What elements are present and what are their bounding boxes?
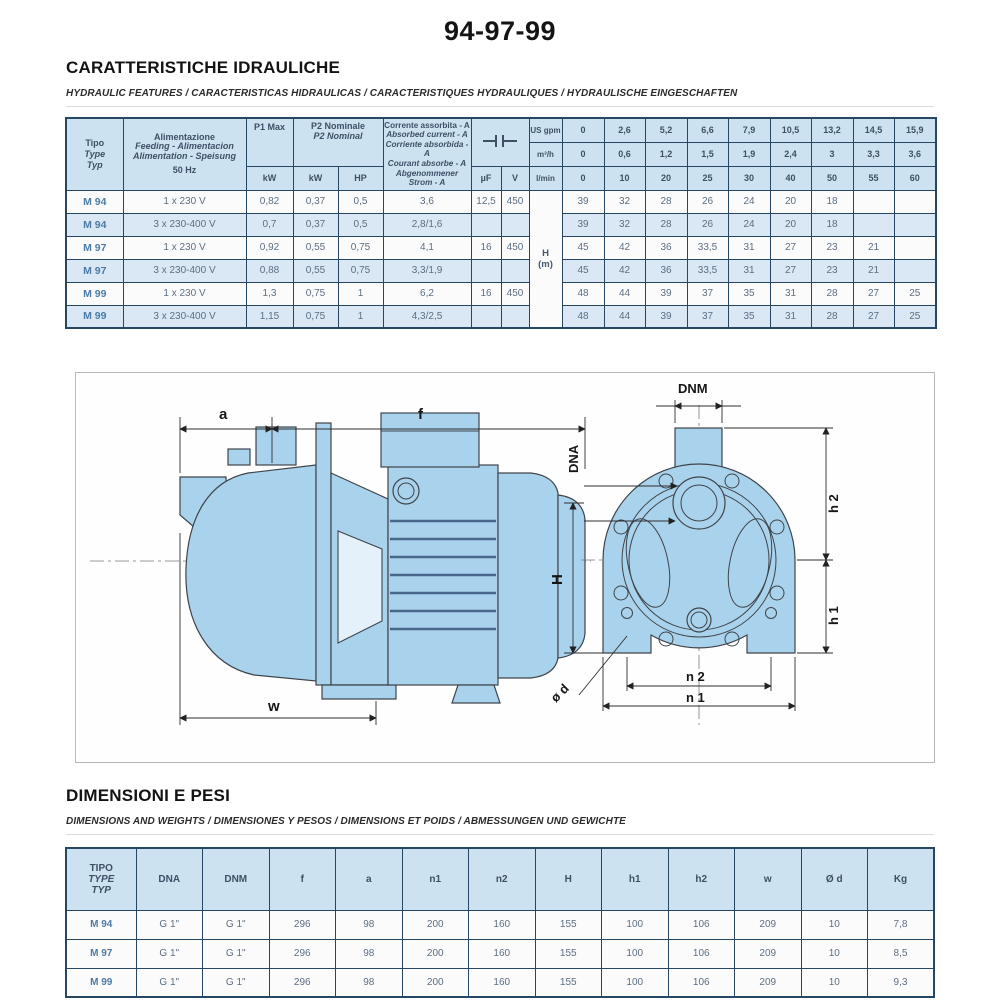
flow-m3h-cell: 2,4 [770,142,811,166]
head-cell: 33,5 [687,259,728,282]
head-label-line: (m) [538,258,553,270]
flow-m3h-cell: 3,3 [853,142,894,166]
header-col: Ø d [801,848,868,910]
head-cell: 21 [853,236,894,259]
flow-gpm-cell: 0 [562,118,604,142]
header-line: TYP [91,884,111,896]
head-cell [853,213,894,236]
flow-lmin-cell: 30 [728,166,770,190]
pump-drawing-svg [76,373,934,762]
supply-cell: 1 x 230 V [123,282,246,305]
type-cell: M 97 [66,259,123,282]
flow-unit-gpm: US gpm [529,118,562,142]
head-cell: 28 [645,190,687,213]
head-cell: 42 [604,259,645,282]
header-line: Feeding - Alimentacion [135,141,234,152]
flow-m3h-cell: 1,5 [687,142,728,166]
uf-cell: 12,5 [471,190,501,213]
head-cell: 44 [604,305,645,328]
pump-front-view [548,381,841,725]
dim-cell: 155 [535,939,602,968]
type-cell: M 99 [66,305,123,328]
header-col: n2 [469,848,536,910]
type-cell: M 97 [66,939,136,968]
flow-m3h-cell: 3,6 [894,142,936,166]
head-cell: 24 [728,213,770,236]
header-line: Corrente assorbita - A [384,120,470,130]
p2kw-cell: 0,37 [293,190,338,213]
hydraulics-subheading: HYDRAULIC FEATURES / CARACTERISTICAS HIDRAULICAS / CARACTERISTIQUES HYDRAULIQUES / HYDRAULISCHE EINGESCHAFTEN [66,88,934,107]
head-cell: 20 [770,190,811,213]
header-line: P2 Nominale [310,121,366,131]
supply-cell: 1 x 230 V [123,236,246,259]
v-cell [501,305,529,328]
header-p2 [293,118,383,166]
p2hp-cell: 1 [338,282,383,305]
head-cell: 25 [894,282,936,305]
flow-gpm-cell: 6,6 [687,118,728,142]
dim-label-od: ø d [547,680,572,706]
header-p2hp-unit: HP [338,166,383,190]
head-cell: 37 [687,282,728,305]
head-cell: 35 [728,305,770,328]
dim-cell: G 1" [203,910,270,939]
v-cell [501,259,529,282]
head-cell: 35 [728,282,770,305]
p2kw-cell: 0,75 [293,282,338,305]
head-cell: 27 [853,282,894,305]
type-cell: M 99 [66,282,123,305]
hydraulics-table [65,117,937,329]
header-line: P2 Nominal [313,130,363,141]
dim-cell: 155 [535,968,602,997]
dim-label-dnm: DNM [678,381,708,396]
table-row [66,236,936,259]
head-cell: 39 [645,282,687,305]
header-v-unit: V [501,166,529,190]
dim-cell: G 1" [203,968,270,997]
dimensions-heading: DIMENSIONI E PESI [66,786,230,805]
header-col: f [269,848,336,910]
type-cell: M 94 [66,213,123,236]
type-cell: M 99 [66,968,136,997]
p2hp-cell: 0,75 [338,259,383,282]
flow-gpm-cell: 13,2 [811,118,853,142]
dim-cell: 106 [668,968,735,997]
supply-cell: 3 x 230-400 V [123,213,246,236]
head-cell: 27 [770,259,811,282]
table-row [66,968,934,997]
header-line: Abgenommener Strom - A [395,168,459,188]
current-cell: 2,8/1,6 [383,213,471,236]
flow-lmin-cell: 55 [853,166,894,190]
current-cell: 3,6 [383,190,471,213]
head-cell: 31 [770,305,811,328]
p1-cell: 0,92 [246,236,293,259]
flow-unit-m3h: m³/h [529,142,562,166]
dim-cell: 100 [602,910,669,939]
flow-lmin-cell: 25 [687,166,728,190]
dim-cell: 98 [336,939,403,968]
header-line: TIPO [89,862,113,874]
p1-cell: 0,82 [246,190,293,213]
dim-cell: 160 [469,968,536,997]
supply-cell: 1 x 230 V [123,190,246,213]
current-cell: 3,3/1,9 [383,259,471,282]
header-col: Kg [868,848,935,910]
header-col: h1 [602,848,669,910]
dim-cell: 10 [801,910,868,939]
flow-m3h-cell: 1,9 [728,142,770,166]
header-col: H [535,848,602,910]
dim-label-h2: h 2 [826,494,841,513]
dim-cell: 100 [602,939,669,968]
v-cell: 450 [501,236,529,259]
header-line: Tipo [85,137,105,148]
head-cell: 31 [728,259,770,282]
flow-gpm-cell: 5,2 [645,118,687,142]
flow-gpm-cell: 14,5 [853,118,894,142]
current-cell: 4,1 [383,236,471,259]
header-col: DNM [203,848,270,910]
head-cell: 37 [687,305,728,328]
header-line: Courant absorbe - A [387,159,467,169]
p1-cell: 0,88 [246,259,293,282]
uf-cell: 16 [471,282,501,305]
dim-cell: 209 [735,910,802,939]
dim-cell: 209 [735,939,802,968]
current-cell: 6,2 [383,282,471,305]
v-cell: 450 [501,282,529,305]
header-tipo [66,848,136,910]
dim-cell: 100 [602,968,669,997]
dim-cell: 98 [336,968,403,997]
head-cell: 44 [604,282,645,305]
head-cell: 23 [811,259,853,282]
head-cell: 33,5 [687,236,728,259]
dim-cell: 8,5 [868,939,935,968]
table-row [66,259,936,282]
p2hp-cell: 0,5 [338,213,383,236]
head-cell: 32 [604,190,645,213]
dim-cell: 200 [402,910,469,939]
header-p1-unit: kW [246,166,293,190]
dim-cell: 106 [668,910,735,939]
header-capacitor [471,118,529,166]
dim-cell: G 1" [203,939,270,968]
head-cell: 20 [770,213,811,236]
flow-lmin-cell: 40 [770,166,811,190]
table-row [66,910,934,939]
table2-header-row [66,848,934,910]
head-cell: 24 [728,190,770,213]
dim-cell: 160 [469,939,536,968]
p1-cell: 1,3 [246,282,293,305]
uf-cell [471,305,501,328]
head-cell: 27 [770,236,811,259]
head-cell: 28 [811,282,853,305]
table1-header-row-1 [66,118,936,142]
flow-m3h-cell: 3 [811,142,853,166]
flow-gpm-cell: 10,5 [770,118,811,142]
table-row [66,939,934,968]
dim-cell: 155 [535,910,602,939]
capacitor-icon [481,133,519,149]
head-cell: 45 [562,259,604,282]
head-cell: 21 [853,259,894,282]
header-p2kw-unit: kW [293,166,338,190]
header-col: h2 [668,848,735,910]
dimensions-table [65,847,935,998]
type-cell: M 94 [66,190,123,213]
header-line: TYPE [88,873,115,885]
header-p1max: P1 Max [246,118,293,166]
dim-cell: 9,3 [868,968,935,997]
head-cell: 28 [811,305,853,328]
dim-cell: 296 [269,968,336,997]
uf-cell [471,213,501,236]
header-line: Absorbed current - A [386,130,468,140]
head-cell [894,259,936,282]
dim-cell: G 1" [136,910,203,939]
flow-unit-lmin: l/min [529,166,562,190]
head-cell: 45 [562,236,604,259]
type-cell: M 97 [66,236,123,259]
dim-cell: 296 [269,910,336,939]
header-line: Typ [86,159,103,170]
pump-side-view [90,406,591,725]
dim-cell: 98 [336,910,403,939]
p1-cell: 0,7 [246,213,293,236]
flow-gpm-cell: 15,9 [894,118,936,142]
supply-cell: 3 x 230-400 V [123,259,246,282]
dim-label-w: w [268,698,280,715]
flow-lmin-cell: 10 [604,166,645,190]
dim-label-n1: n 1 [686,690,705,705]
uf-cell: 16 [471,236,501,259]
dim-label-h: H [549,574,566,585]
dim-cell: 160 [469,910,536,939]
p2kw-cell: 0,55 [293,259,338,282]
table-row [66,213,936,236]
flow-gpm-cell: 7,9 [728,118,770,142]
dim-cell: 296 [269,939,336,968]
v-cell [501,213,529,236]
p2hp-cell: 1 [338,305,383,328]
dim-label-h1: h 1 [826,606,841,625]
head-cell [894,213,936,236]
dim-cell: 7,8 [868,910,935,939]
flow-m3h-cell: 1,2 [645,142,687,166]
header-uf-unit: µF [471,166,501,190]
dim-cell: 10 [801,939,868,968]
header-line: Corriente absorbida - A [385,139,469,159]
dim-label-n2: n 2 [686,669,705,684]
dim-cell: 209 [735,968,802,997]
page-title: 94-97-99 [443,16,557,46]
head-cell: 27 [853,305,894,328]
table-row [66,305,936,328]
head-cell: 18 [811,190,853,213]
technical-drawing [75,372,935,763]
p2hp-cell: 0,5 [338,190,383,213]
head-cell: 31 [770,282,811,305]
dim-cell: 106 [668,939,735,968]
flow-lmin-cell: 50 [811,166,853,190]
header-tipo [66,118,123,190]
header-col: a [336,848,403,910]
flow-lmin-cell: 0 [562,166,604,190]
head-cell: 39 [562,213,604,236]
head-cell: 25 [894,305,936,328]
header-col: w [735,848,802,910]
dim-label-a: a [219,406,228,423]
header-line: Alimentazione [153,131,215,142]
head-cell [853,190,894,213]
head-cell: 31 [728,236,770,259]
head-cell: 26 [687,213,728,236]
dim-label-dna: DNA [566,444,581,473]
header-supply [123,118,246,190]
header-line: 50 Hz [172,165,197,176]
flow-gpm-cell: 2,6 [604,118,645,142]
head-label-line: H [542,247,549,259]
header-col: n1 [402,848,469,910]
head-cell: 28 [645,213,687,236]
dim-cell: 200 [402,968,469,997]
head-cell: 42 [604,236,645,259]
head-cell: 39 [645,305,687,328]
head-cell: 39 [562,190,604,213]
head-cell: 48 [562,305,604,328]
head-cell: 48 [562,282,604,305]
table-row [66,190,936,213]
dimensions-subheading: DIMENSIONS AND WEIGHTS / DIMENSIONES Y PESOS / DIMENSIONS ET POIDS / ABMESSUNGEN UND GEWICHTE [66,816,934,835]
header-line: Type [84,148,106,159]
head-cell: 32 [604,213,645,236]
head-cell [894,236,936,259]
p2kw-cell: 0,37 [293,213,338,236]
flow-lmin-cell: 20 [645,166,687,190]
dim-cell: G 1" [136,939,203,968]
p1-cell: 1,15 [246,305,293,328]
dim-cell: 200 [402,939,469,968]
head-cell [894,190,936,213]
flow-lmin-cell: 60 [894,166,936,190]
table-row [66,282,936,305]
dim-cell: G 1" [136,968,203,997]
p2hp-cell: 0,75 [338,236,383,259]
head-unit-cell [529,190,562,328]
flow-m3h-cell: 0 [562,142,604,166]
head-cell: 36 [645,236,687,259]
header-line: Alimentation - Speisung [132,150,236,161]
uf-cell [471,259,501,282]
supply-cell: 3 x 230-400 V [123,305,246,328]
head-cell: 23 [811,236,853,259]
current-cell: 4,3/2,5 [383,305,471,328]
head-cell: 26 [687,190,728,213]
head-cell: 36 [645,259,687,282]
header-current [383,118,471,190]
flow-m3h-cell: 0,6 [604,142,645,166]
dim-cell: 10 [801,968,868,997]
head-cell: 18 [811,213,853,236]
type-cell: M 94 [66,910,136,939]
v-cell: 450 [501,190,529,213]
dim-label-f: f [418,406,423,423]
header-col: DNA [136,848,203,910]
p2kw-cell: 0,75 [293,305,338,328]
hydraulics-heading: CARATTERISTICHE IDRAULICHE [66,58,341,77]
p2kw-cell: 0,55 [293,236,338,259]
